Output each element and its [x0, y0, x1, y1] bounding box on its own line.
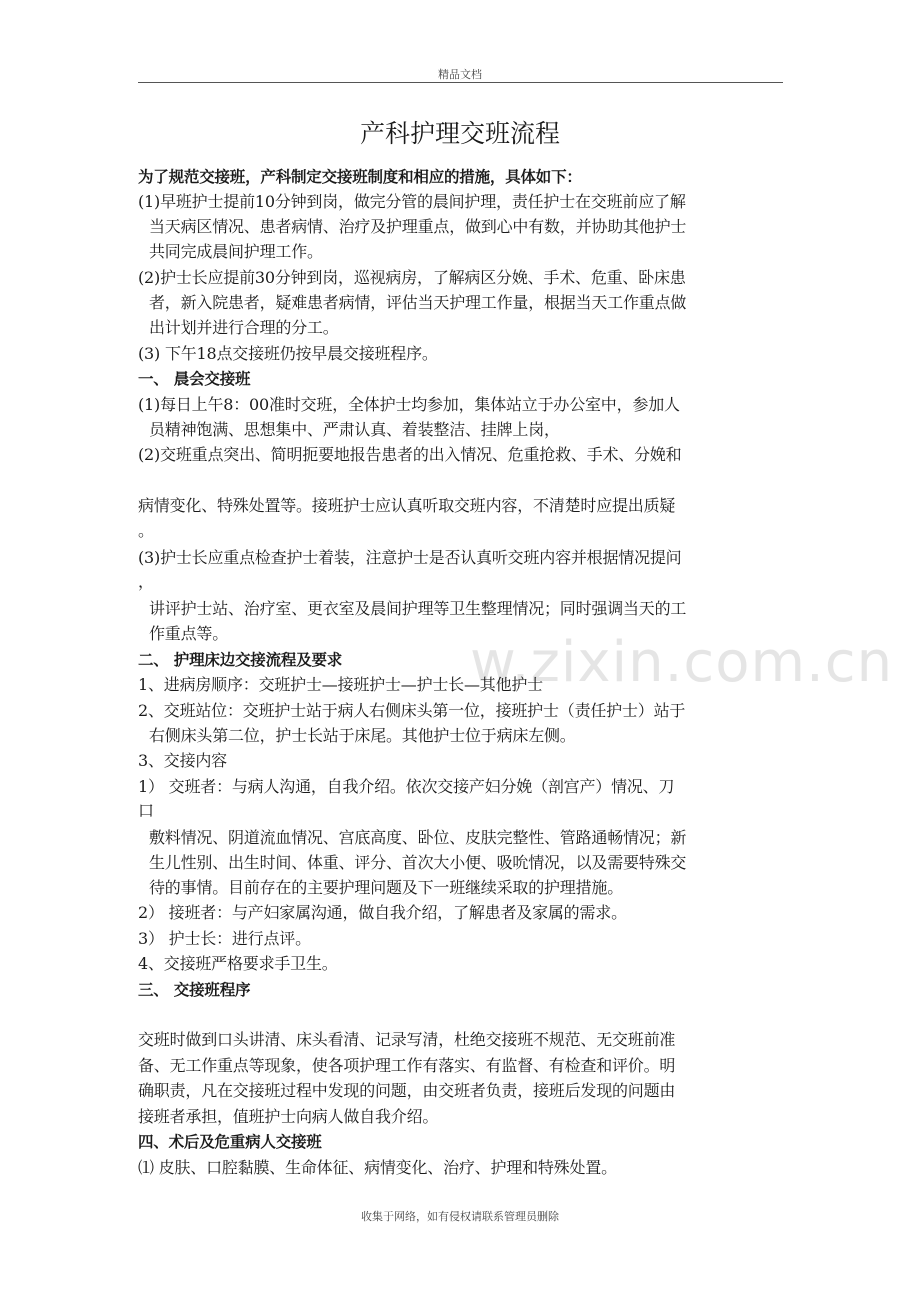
paragraph-line: 确职责，凡在交接班过程中发现的问题，由交班者负责，接班后发现的问题由 [138, 1081, 676, 1100]
paragraph-line: 当天病区情况、患者病情、治疗及护理重点，做到心中有数，并协助其他护士 [149, 217, 687, 236]
paragraph-line: 2） 接班者：与产妇家属沟通，做自我介绍，了解患者及家属的需求。 [138, 903, 627, 922]
paragraph-line: (1)早班护士提前10分钟到岗，做完分管的晨间护理，责任护士在交班前应了解 [138, 192, 686, 211]
paragraph-line: (1)每日上午8：00准时交班，全体护士均参加，集体站立于办公室中，参加人 [138, 395, 680, 414]
paragraph-line: 口 [138, 801, 154, 820]
paragraph-line: 2、交班站位：交班护士站于病人右侧床头第一位，接班护士（责任护士）站于 [138, 701, 686, 720]
paragraph-line: 接班者承担，值班护士向病人做自我介绍。 [138, 1107, 439, 1126]
watermark: w.zixin.com.cn [470, 630, 894, 695]
paragraph-line: 交班时做到口头讲清、床头看清、记录写清，杜绝交接班不规范、无交班前准 [138, 1030, 676, 1049]
paragraph-line: 1、进病房顺序：交班护士—接班护士—护士长—其他护士 [138, 675, 543, 694]
paragraph-line: 3、交接内容 [138, 751, 227, 770]
section-heading: 一、 晨会交接班 [138, 370, 251, 388]
section-heading: 二、 护理床边交接流程及要求 [138, 651, 343, 669]
paragraph-line: 作重点等。 [149, 624, 229, 643]
paragraph-line: ⑴ 皮肤、口腔黏膜、生命体征、病情变化、治疗、护理和特殊处置。 [138, 1158, 617, 1177]
paragraph-line: (2)护士长应提前30分钟到岗，巡视病房，了解病区分娩、手术、危重、卧床患 [138, 268, 686, 287]
paragraph-line: 1） 交班者：与病人沟通，自我介绍。依次交接产妇分娩（剖宫产）情况、刀 [138, 777, 675, 796]
paragraph-line: (3) 下午18点交接班仍按早晨交接班程序。 [138, 344, 438, 363]
paragraph-line: 者，新入院患者，疑难患者病情，评估当天护理工作量，根据当天工作重点做 [149, 293, 687, 312]
paragraph-line: 共同完成晨间护理工作。 [149, 242, 323, 261]
section-heading: 四、术后及危重病人交接班 [138, 1133, 322, 1151]
section-heading: 三、 交接班程序 [138, 981, 251, 999]
page-footer-label: 收集于网络，如有侵权请联系管理员删除 [361, 1210, 559, 1223]
paragraph-line: (3)护士长应重点检查护士着装，注意护士是否认真听交班内容并根据情况提问 [138, 548, 682, 567]
section-heading: 为了规范交接班，产科制定交接班制度和相应的措施，具体如下： [138, 168, 582, 186]
paragraph-line: (2)交班重点突出、简明扼要地报告患者的出入情况、危重抢救、手术、分娩和 [138, 445, 682, 464]
paragraph-line: 敷料情况、阴道流血情况、宫底高度、卧位、皮肤完整性、管路通畅情况；新 [149, 828, 687, 847]
paragraph-line: 生儿性别、出生时间、体重、评分、首次大小便、吸吮情况，以及需要特殊交 [149, 853, 687, 872]
paragraph-line: 待的事情。目前存在的主要护理问题及下一班继续采取的护理措施。 [149, 878, 624, 897]
paragraph-line: 讲评护士站、治疗室、更衣室及晨间护理等卫生整理情况；同时强调当天的工 [149, 599, 687, 618]
paragraph-line: 。 [138, 521, 154, 540]
paragraph-line: 员精神饱满、思想集中、严肃认真、着装整洁、挂牌上岗， [149, 420, 560, 439]
paragraph-line: ， [138, 572, 154, 591]
paragraph-line: 备、无工作重点等现象，使各项护理工作有落实、有监督、有检查和评价。明 [138, 1056, 676, 1075]
paragraph-line: 4、交接班严格要求手卫生。 [138, 954, 338, 973]
paragraph-line: 出计划并进行合理的分工。 [149, 318, 339, 337]
paragraph-line: 右侧床头第二位，护士长站于床尾。其他护士位于病床左侧。 [149, 726, 576, 745]
paragraph-line: 3） 护士长：进行点评。 [138, 929, 311, 948]
document-title: 产科护理交班流程 [359, 119, 560, 148]
header-rule [138, 82, 783, 83]
page-header-label: 精品文档 [438, 68, 482, 81]
paragraph-line: 病情变化、特殊处置等。接班护士应认真听取交班内容，不清楚时应提出质疑 [138, 496, 676, 515]
